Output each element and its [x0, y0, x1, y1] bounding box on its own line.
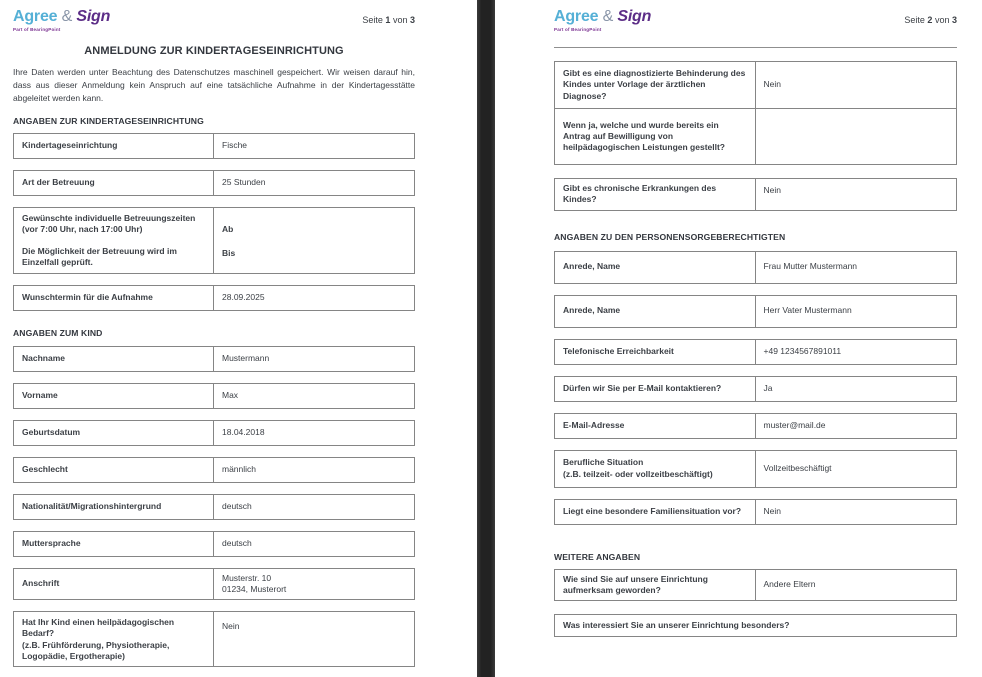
field-value: muster@mail.de — [763, 419, 826, 430]
form-row-email-adresse — [554, 413, 957, 439]
page-indicator-total: 3 — [951, 15, 957, 26]
disability-question-table — [554, 61, 957, 165]
field-label: Nachname — [14, 347, 214, 371]
field-label: Anrede, Name — [555, 296, 756, 327]
field-value: männlich — [222, 464, 257, 475]
form-row-aufmerksam-geworden — [554, 569, 957, 601]
document-title: ANMELDUNG ZUR KINDERTAGESEINRICHTUNG — [84, 45, 344, 58]
agree-sign-logo — [13, 8, 110, 32]
betreuungszeiten-note: Die Möglichkeit der Betreuung wird im Einzelfall geprüft. — [22, 246, 177, 268]
logo-wordmark — [13, 8, 110, 26]
field-value — [214, 208, 414, 273]
field-value: Nein — [222, 621, 240, 632]
page-indicator-total: 3 — [409, 15, 415, 26]
page1-header — [13, 8, 415, 32]
field-value: Nein — [763, 505, 781, 516]
section-heading-child: ANGABEN ZUM KIND — [13, 327, 103, 338]
form-row-nationalitaet — [13, 494, 415, 520]
field-label: Muttersprache — [14, 532, 214, 556]
field-value: Nein — [763, 79, 781, 90]
address-line-2: 01234, Musterort — [222, 583, 287, 594]
field-label: Vorname — [14, 384, 214, 408]
field-value: Nein — [763, 185, 781, 196]
address-line-1: Musterstr. 10 — [222, 572, 272, 583]
field-label — [14, 612, 214, 666]
form-row-telefon — [554, 339, 957, 365]
form-row-vorname — [13, 383, 415, 409]
field-value — [756, 109, 957, 164]
form-row-nachname — [13, 346, 415, 372]
form-row-interesse — [554, 614, 957, 637]
field-value: +49 1234567891011 — [763, 345, 842, 356]
field-label: Gibt es chronische Erkrankungen des Kindes? — [555, 179, 756, 209]
needs-label-line2: (z.B. Frühförderung, Physiotherapie, — [22, 639, 170, 650]
field-label: Wunschtermin für die Aufnahme — [14, 286, 214, 310]
form-row-anrede-vater — [554, 295, 957, 328]
logo-agree-text: Agree — [13, 8, 58, 25]
field-label: Geschlecht — [14, 458, 214, 482]
page-indicator-prefix: Seite — [904, 15, 925, 26]
field-label: Art der Betreuung — [14, 171, 214, 195]
referral-label-line1: Wie sind Sie auf unsere Einrichtung — [563, 573, 708, 584]
page-gap-divider — [477, 0, 495, 677]
form-row-behinderung — [555, 62, 956, 108]
field-label: Nationalität/Migrationshintergrund — [14, 495, 214, 519]
field-value: Max — [222, 390, 239, 401]
field-label: Gibt es eine diagnostizierte Behinderung des Kindes unter Vorlage der ärztlichen Diagnose? — [555, 62, 756, 108]
logo-tagline: Part of BearingPoint — [13, 26, 61, 32]
field-label: Anschrift — [14, 569, 214, 599]
section-heading-more: WEITERE ANGABEN — [554, 551, 641, 562]
field-value: Frau Mutter Mustermann — [763, 261, 858, 272]
agree-sign-logo — [554, 8, 651, 32]
form-row-chronische-erkrankungen — [554, 178, 957, 210]
page-indicator-number: 2 — [927, 15, 933, 26]
field-label: Anrede, Name — [555, 252, 756, 283]
form-row-antrag-heilpaedagogisch — [555, 108, 956, 164]
form-row-anrede-mutter — [554, 251, 957, 284]
field-label — [14, 208, 214, 273]
form-row-wunschtermin — [13, 285, 415, 311]
logo-tagline: Part of BearingPoint — [554, 26, 602, 32]
field-label: Was interessiert Sie an unserer Einrichtung besonders? — [563, 619, 790, 630]
employment-label-line1: Berufliche Situation — [563, 457, 644, 468]
form-row-heilpaedagogischer-bedarf — [13, 611, 415, 667]
page2-header — [554, 8, 957, 32]
betreuungszeiten-subtitle: (vor 7:00 Uhr, nach 17:00 Uhr) — [22, 224, 143, 235]
form-row-geschlecht — [13, 457, 415, 483]
form-row-muttersprache — [13, 531, 415, 557]
employment-label-line2: (z.B. teilzeit- oder vollzeitbeschäftigt) — [563, 468, 713, 479]
field-value: Ja — [763, 382, 773, 393]
page-indicator-middle: von — [392, 15, 408, 26]
section-heading-guardians: ANGABEN ZU DEN PERSONENSORGEBERECHTIGTEN — [554, 231, 786, 242]
field-value: 28.09.2025 — [222, 292, 265, 303]
betreuungszeiten-from-label: Ab — [222, 223, 234, 234]
field-label: Liegt eine besondere Familiensituation vor? — [555, 500, 756, 524]
field-value: 18.04.2018 — [222, 427, 265, 438]
form-row-betreuungszeiten — [13, 207, 415, 274]
section-heading-facility: ANGABEN ZUR KINDERTAGESEINRICHTUNG — [13, 115, 204, 126]
field-label: Telefonische Erreichbarkeit — [555, 340, 756, 364]
logo-ampersand: & — [602, 8, 614, 25]
form-row-anschrift — [13, 568, 415, 600]
field-value: Vollzeitbeschäftigt — [763, 462, 832, 473]
form-row-kindertageseinrichtung — [13, 133, 415, 159]
header-divider — [554, 47, 957, 48]
form-row-familiensituation — [554, 499, 957, 525]
field-label — [555, 451, 756, 487]
logo-sign-text: Sign — [76, 8, 111, 25]
field-label: Wenn ja, welche und wurde bereits ein Antrag auf Bewilligung von heilpädagogischen Leistungen gestellt? — [555, 109, 756, 164]
field-label — [555, 570, 756, 600]
field-value: deutsch — [222, 538, 252, 549]
needs-label-line3: Logopädie, Ergotherapie) — [22, 650, 125, 661]
document-page-1 — [0, 0, 477, 677]
field-label: E-Mail-Adresse — [555, 414, 756, 438]
field-value — [214, 569, 414, 599]
form-row-geburtsdatum — [13, 420, 415, 446]
logo-wordmark — [554, 8, 651, 26]
form-row-art-der-betreuung — [13, 170, 415, 196]
form-row-berufliche-situation — [554, 450, 957, 488]
logo-agree-text: Agree — [554, 8, 599, 25]
betreuungszeiten-title: Gewünschte individuelle Betreuungszeiten — [22, 212, 196, 223]
page1-page-indicator — [362, 15, 415, 25]
field-value: Herr Vater Mustermann — [763, 305, 852, 316]
document-page-2 — [495, 0, 982, 677]
page-indicator-prefix: Seite — [362, 15, 383, 26]
field-label: Kindertageseinrichtung — [14, 134, 214, 158]
field-label: Geburtsdatum — [14, 421, 214, 445]
field-value: Mustermann — [222, 353, 270, 364]
privacy-intro-paragraph: Ihre Daten werden unter Beachtung des Datenschutzes maschinell gespeichert. Wir weisen darauf hin, dass aus dieser Anmeldung kein Anspruch auf eine tatsächliche Aufnahme in der Kindertagesstätte abgeleitet werden kann. — [13, 67, 415, 103]
referral-label-line2: aufmerksam geworden? — [563, 584, 661, 595]
page-indicator-middle: von — [934, 15, 950, 26]
field-label: Dürfen wir Sie per E-Mail kontaktieren? — [555, 377, 756, 401]
logo-sign-text: Sign — [617, 8, 652, 25]
field-value: 25 Stunden — [222, 177, 266, 188]
betreuungszeiten-to-label: Bis — [222, 248, 236, 259]
page-indicator-number: 1 — [385, 15, 391, 26]
needs-label-line1: Hat Ihr Kind einen heilpädagogischen Bedarf? — [22, 617, 175, 639]
field-value: Andere Eltern — [763, 579, 816, 590]
page2-page-indicator — [904, 15, 957, 25]
form-row-email-kontakt — [554, 376, 957, 402]
logo-ampersand: & — [61, 8, 73, 25]
field-value: deutsch — [222, 501, 252, 512]
field-value: Fische — [222, 140, 248, 151]
